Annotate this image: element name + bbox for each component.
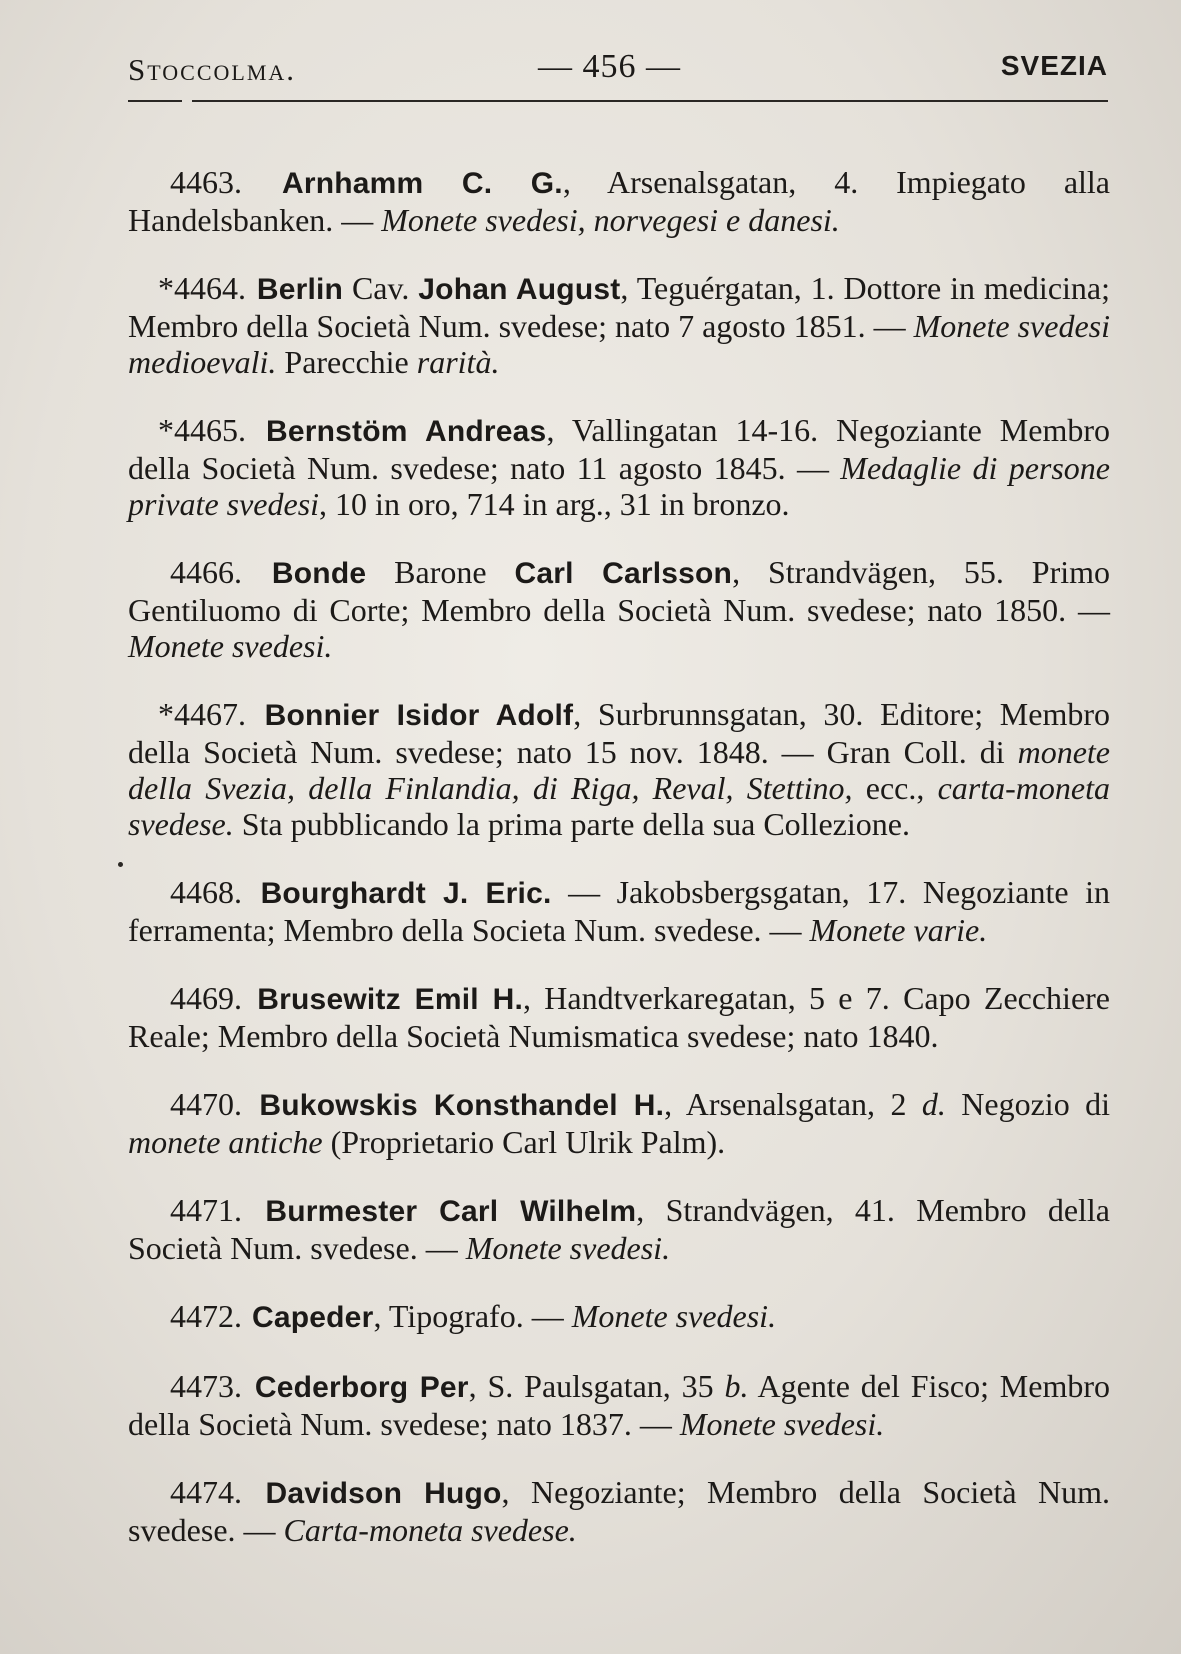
entry-number: 4471. — [170, 1192, 242, 1228]
entry-star: * — [158, 270, 174, 306]
entry-name: Arnhamm C. G. — [281, 167, 563, 200]
entry-number: 4465. — [174, 412, 246, 448]
entry-text: , Arsenalsgatan, 4. Impiegato alla Handelsbanken. — — [128, 164, 1111, 238]
entry-name: Brusewitz Emil H. — [257, 983, 523, 1016]
entry-text: (Proprietario Carl Ulrik Palm). — [322, 1124, 726, 1160]
entry-address-letter: d. — [921, 1086, 946, 1122]
entry-number: 4466. — [170, 554, 242, 590]
margin-dot — [118, 862, 123, 867]
entry-name: Bourghardt J. Eric. — [260, 877, 552, 910]
entry-4474 — [128, 1474, 1110, 1548]
entry-text: , Surbrunnsgatan, 30. Editore; Membro della Società Num. svedese; nato 15 nov. 1848. — Gran Coll. di — [128, 696, 1111, 770]
entry-4468 — [128, 874, 1110, 948]
entry-name: Bukowskis Konsthandel H. — [259, 1089, 665, 1122]
header-country: SVEZIA — [1000, 50, 1108, 81]
entry-name: Davidson Hugo — [265, 1477, 502, 1510]
entry-star: * — [158, 696, 174, 732]
entry-text: Agente del Fisco; Membro della Società Num. svedese; nato 1837. — — [128, 1368, 1110, 1442]
entry-text: — Jakobsbergsgatan, 17. Negoziante in ferramenta; Membro della Societa Num. svedese. — — [128, 874, 1111, 948]
entry-name: Cederborg Per — [254, 1371, 469, 1404]
entry-collection: Medaglie di persone private svedesi — [128, 450, 1111, 522]
entry-collection: Monete varie. — [809, 912, 988, 948]
entry-4469 — [128, 980, 1110, 1054]
entry-text: , Strandvägen, 41. Membro della Società Num. svedese. — — [128, 1192, 1111, 1266]
entry-text: Negozio di — [945, 1086, 1111, 1122]
entry-address-letter: b. — [724, 1368, 749, 1404]
entry-collection: monete antiche — [128, 1124, 323, 1160]
entry-number: 4474. — [170, 1474, 242, 1510]
entry-collection: Monete svedesi. — [571, 1298, 777, 1334]
entry-number: 4468. — [170, 874, 242, 910]
entry-text: , Tipografo. — — [373, 1298, 572, 1334]
entry-number: 4472. — [170, 1298, 242, 1334]
entry-collection: Monete svedesi. — [679, 1406, 885, 1442]
entry-number: 4473. — [170, 1368, 242, 1404]
entry-collection: monete della Svezia, della Finlandia, di Riga, Reval, Stettino, — [128, 734, 1110, 806]
entry-note: rarità. — [416, 344, 500, 380]
entry-4464 — [128, 270, 1110, 380]
entry-text: , 10 in oro, 714 in arg., 31 in bronzo. — [319, 486, 790, 522]
entry-text: Parecchie — [276, 344, 417, 380]
entry-text: Barone — [366, 554, 515, 590]
entry-4467 — [128, 696, 1110, 842]
entry-number: 4470. — [170, 1086, 242, 1122]
entry-number: 4463. — [170, 164, 242, 200]
entry-name-2: Johan August — [418, 273, 621, 306]
header-rule-long — [192, 100, 1108, 102]
entry-4473 — [128, 1368, 1110, 1442]
entry-4465 — [128, 412, 1110, 522]
entry-number: 4469. — [170, 980, 242, 1016]
entry-list — [128, 132, 1110, 1574]
running-header — [128, 44, 1108, 87]
entry-name: Bernstöm Andreas — [265, 415, 547, 448]
entry-collection: Monete svedesi. — [465, 1230, 671, 1266]
entry-name: Berlin — [256, 273, 344, 306]
entry-text: , Negoziante; Membro della Società Num. svedese. — — [128, 1474, 1111, 1548]
entry-4471 — [128, 1192, 1110, 1266]
entry-text: Sta pubblicando la prima parte della sua Collezione. — [233, 806, 910, 842]
entry-name: Capeder — [252, 1301, 374, 1334]
entry-number: 4467. — [174, 696, 246, 732]
entry-text: , Vallingatan 14-16. Negoziante Membro della Società Num. svedese; nato 11 agosto 1845. — — [128, 412, 1111, 486]
entry-star: * — [158, 412, 174, 448]
entry-name: Burmester Carl Wilhelm — [265, 1195, 637, 1228]
entry-name-2: Carl Carlsson — [514, 557, 733, 590]
entry-collection-2: carta-moneta svedese. — [128, 770, 1110, 842]
entry-number: 4464. — [174, 270, 246, 306]
header-city: Stoccolma. — [128, 52, 297, 87]
entry-text: Cav. — [343, 270, 419, 306]
entry-text: ecc., — [852, 770, 938, 806]
entry-collection: Monete svedesi, norvegesi e danesi. — [381, 202, 840, 238]
entry-4466 — [128, 554, 1110, 664]
header-rule-short — [128, 100, 182, 102]
entry-text: , Handtverkaregatan, 5 e 7. Capo Zecchiere Reale; Membro della Società Numismatica svedese; nato 1840. — [128, 980, 1111, 1054]
entry-text: , Teguérgatan, 1. Dottore in medicina; Membro della Società Num. svedese; nato 7 agosto 1851. — — [128, 270, 1111, 344]
entry-name: Bonnier Isidor Adolf — [264, 699, 574, 732]
entry-text: , S. Paulsgatan, 35 — [468, 1368, 725, 1404]
entry-collection: Monete svedesi. — [128, 628, 333, 664]
entry-4472 — [128, 1298, 1110, 1336]
entry-text: , Arsenalsgatan, 2 — [664, 1086, 922, 1122]
entry-collection: Monete svedesi medioevali. — [128, 308, 1111, 380]
page-number: — 456 — — [538, 48, 681, 85]
entry-collection: Carta-moneta svedese. — [283, 1512, 577, 1548]
entry-text: , Strandvägen, 55. Primo Gentiluomo di Corte; Membro della Società Num. svedese; nato 1850. — — [128, 554, 1111, 628]
entry-name: Bonde — [271, 557, 367, 590]
entry-4463 — [128, 164, 1110, 238]
entry-4470 — [128, 1086, 1110, 1160]
